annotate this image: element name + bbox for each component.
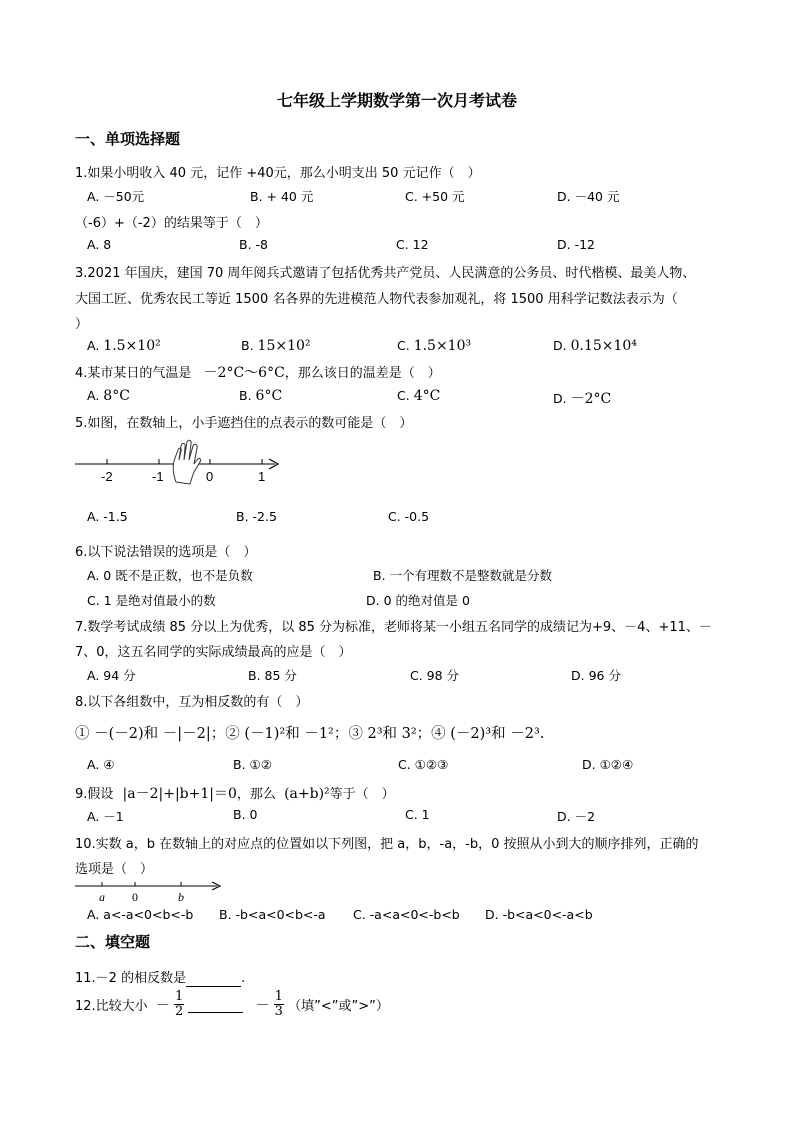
fraction-one-half [174,990,184,1019]
question-11-text: 11.－2 的相反数是 [75,971,187,986]
axis-label: 0 [206,469,214,484]
stem-math: |a－2|+|b+1|＝0 [122,786,237,802]
option-label: D. [553,391,567,406]
question-1-option-a[interactable]: A. －50元 [87,189,145,204]
question-4-option-b[interactable] [239,388,282,404]
hand-icon [173,440,200,484]
question-9-option-b[interactable]: B. 0 [233,807,258,822]
fraction-denominator: 2 [174,1004,184,1019]
stem-text: 等于（ ） [329,787,395,802]
question-6-option-b[interactable]: B. 一个有理数不是整数就是分数 [373,568,553,583]
axis-label: 1 [258,469,266,484]
question-2-stem: （-6）+（-2）的结果等于（ ） [75,216,268,231]
question-12-hint: （填”<”或”>”） [288,999,389,1014]
question-2-option-d[interactable]: D. -12 [557,237,595,252]
fraction-sign: － [155,997,170,1014]
question-3-line-1: 3.2021 年国庆，建国 70 周年阅兵式邀请了包括优秀共产党员、人民满意的公务员、时代楷模、最美人物、 [75,266,696,281]
question-8-items: ① －(－2)和 －|－2|；② (－1)²和 －1²；③ 2³和 3²；④ (－2)³和 －2³. [75,726,545,742]
question-3-option-a[interactable] [87,338,161,354]
axis-label: -2 [101,469,113,484]
option-label: C. [397,338,410,353]
option-math: 4°C [413,388,441,404]
question-3-option-c[interactable] [397,338,471,354]
question-4-option-d[interactable] [553,388,611,408]
stem-text: ，那么该日的温差是（ ） [284,366,441,381]
option-label: D. [553,338,567,353]
question-6-option-a[interactable]: A. 0 既不是正数，也不是负数 [87,568,253,583]
question-1-option-b[interactable]: B. + 40 元 [250,189,314,204]
option-label: B. [239,388,252,403]
question-10-option-c[interactable]: C. -a<a<0<-b<b [353,907,460,922]
question-12 [75,990,389,1019]
question-1-stem: 1.如果小明收入 40 元，记作 +40元，那么小明支出 50 元记作（ ） [75,166,481,181]
question-6-option-d[interactable]: D. 0 的绝对值是 0 [366,593,470,608]
question-6-option-c[interactable]: C. 1 是绝对值最小的数 [87,593,216,608]
question-7-option-b[interactable]: B. 85 分 [248,668,297,683]
option-math: －2°C [570,391,612,407]
option-label: A. [87,388,100,403]
question-7-line-1: 7.数学考试成绩 85 分以上为优秀，以 85 分为标准，老师将某一小组五名同学的成绩记为+9、－4、+11、－ [75,620,712,635]
question-5-option-a[interactable]: A. -1.5 [87,509,128,524]
page-title: 七年级上学期数学第一次月考试卷 [276,91,517,110]
option-math: 1.5×10³ [413,338,472,354]
option-math: 15×10² [257,338,311,354]
question-1-option-d[interactable]: D. －40 元 [557,189,620,204]
question-5-option-b[interactable]: B. -2.5 [236,509,277,524]
question-6-stem: 6.以下说法错误的选项是（ ） [75,545,257,560]
question-7-line-2: 7、0，这五名同学的实际成绩最高的应是（ ） [75,645,352,660]
question-5-number-line [75,438,290,488]
question-2-option-c[interactable]: C. 12 [396,237,429,252]
question-10-option-a[interactable]: A. a<-a<0<b<-b [87,907,194,922]
question-1-option-c[interactable]: C. +50 元 [405,189,465,204]
question-9-option-a[interactable]: A. －1 [87,809,124,824]
option-math: 0.15×10⁴ [570,338,637,354]
fraction-one-third [274,990,284,1019]
option-label: C. [397,388,410,403]
question-11 [75,967,245,987]
question-8-option-b[interactable]: B. ①② [233,757,272,772]
question-10-line-2: 选项是（ ） [75,862,154,877]
section-heading-fill-in: 二、填空题 [75,933,151,951]
axis-label: -1 [152,469,164,484]
stem-text: 4.某市某日的气温是 [75,366,192,381]
option-math: 1.5×10² [103,338,161,354]
stem-text: ，那么 [236,787,276,802]
question-10-option-d[interactable]: D. -b<a<0<-a<b [485,907,593,922]
question-2-option-a[interactable]: A. 8 [87,237,112,252]
option-math: 6°C [255,388,283,404]
question-3-option-b[interactable] [241,338,311,354]
question-12-text: 12.比较大小 [75,999,148,1014]
question-9-stem [75,783,395,803]
option-label: A. [87,338,100,353]
question-10-line-1: 10.实数 a，b 在数轴上的对应点的位置如以下列图，把 a，b，-a，-b，0 按照从小到大的顺序排列，正确的 [75,837,699,852]
axis-label: b [178,890,184,904]
fraction-denominator: 3 [274,1004,283,1019]
answer-blank[interactable] [186,971,241,987]
stem-text: 9.假设 [75,787,114,802]
fraction-numerator: 1 [174,989,184,1004]
question-3-option-d[interactable] [553,338,637,354]
stem-math: －2°C～6°C [203,365,285,381]
question-8-stem: 8.以下各组数中，互为相反数的有（ ） [75,695,309,710]
question-9-option-d[interactable]: D. －2 [557,809,596,824]
question-8-option-c[interactable]: C. ①②③ [398,757,449,772]
section-heading-single-choice: 一、单项选择题 [75,130,181,148]
axis-label: a [99,890,105,904]
question-5-stem: 5.如图，在数轴上，小手遮挡住的点表示的数可能是（ ） [75,416,413,431]
question-8-option-d[interactable]: D. ①②④ [582,757,634,772]
question-5-option-c[interactable]: C. -0.5 [388,509,430,524]
question-4-option-c[interactable] [397,388,440,404]
question-11-end: . [241,971,246,986]
question-10-option-b[interactable]: B. -b<a<0<b<-a [219,907,326,922]
question-3-line-3: ） [75,317,89,332]
question-9-option-c[interactable]: C. 1 [405,807,430,822]
option-math: 8°C [103,388,130,404]
axis-label: 0 [132,890,138,904]
question-4-option-a[interactable] [87,388,130,404]
question-2-option-b[interactable]: B. -8 [239,237,268,252]
answer-blank[interactable] [188,997,243,1013]
question-8-option-a[interactable]: A. ④ [87,757,115,772]
question-3-line-2: 大国工匠、优秀农民工等近 1500 名各界的先进模范人物代表参加观礼，将 1500 用科学记数法表示为（ [75,292,678,307]
option-label: B. [241,338,254,353]
fraction-sign: － [255,997,270,1014]
question-10-number-line [75,876,230,904]
stem-math: (a+b)² [284,786,330,802]
question-4-stem [75,362,441,382]
question-7-option-d[interactable]: D. 96 分 [571,668,621,683]
question-7-option-c[interactable]: C. 98 分 [410,668,460,683]
fraction-numerator: 1 [274,989,283,1004]
question-7-option-a[interactable]: A. 94 分 [87,668,136,683]
